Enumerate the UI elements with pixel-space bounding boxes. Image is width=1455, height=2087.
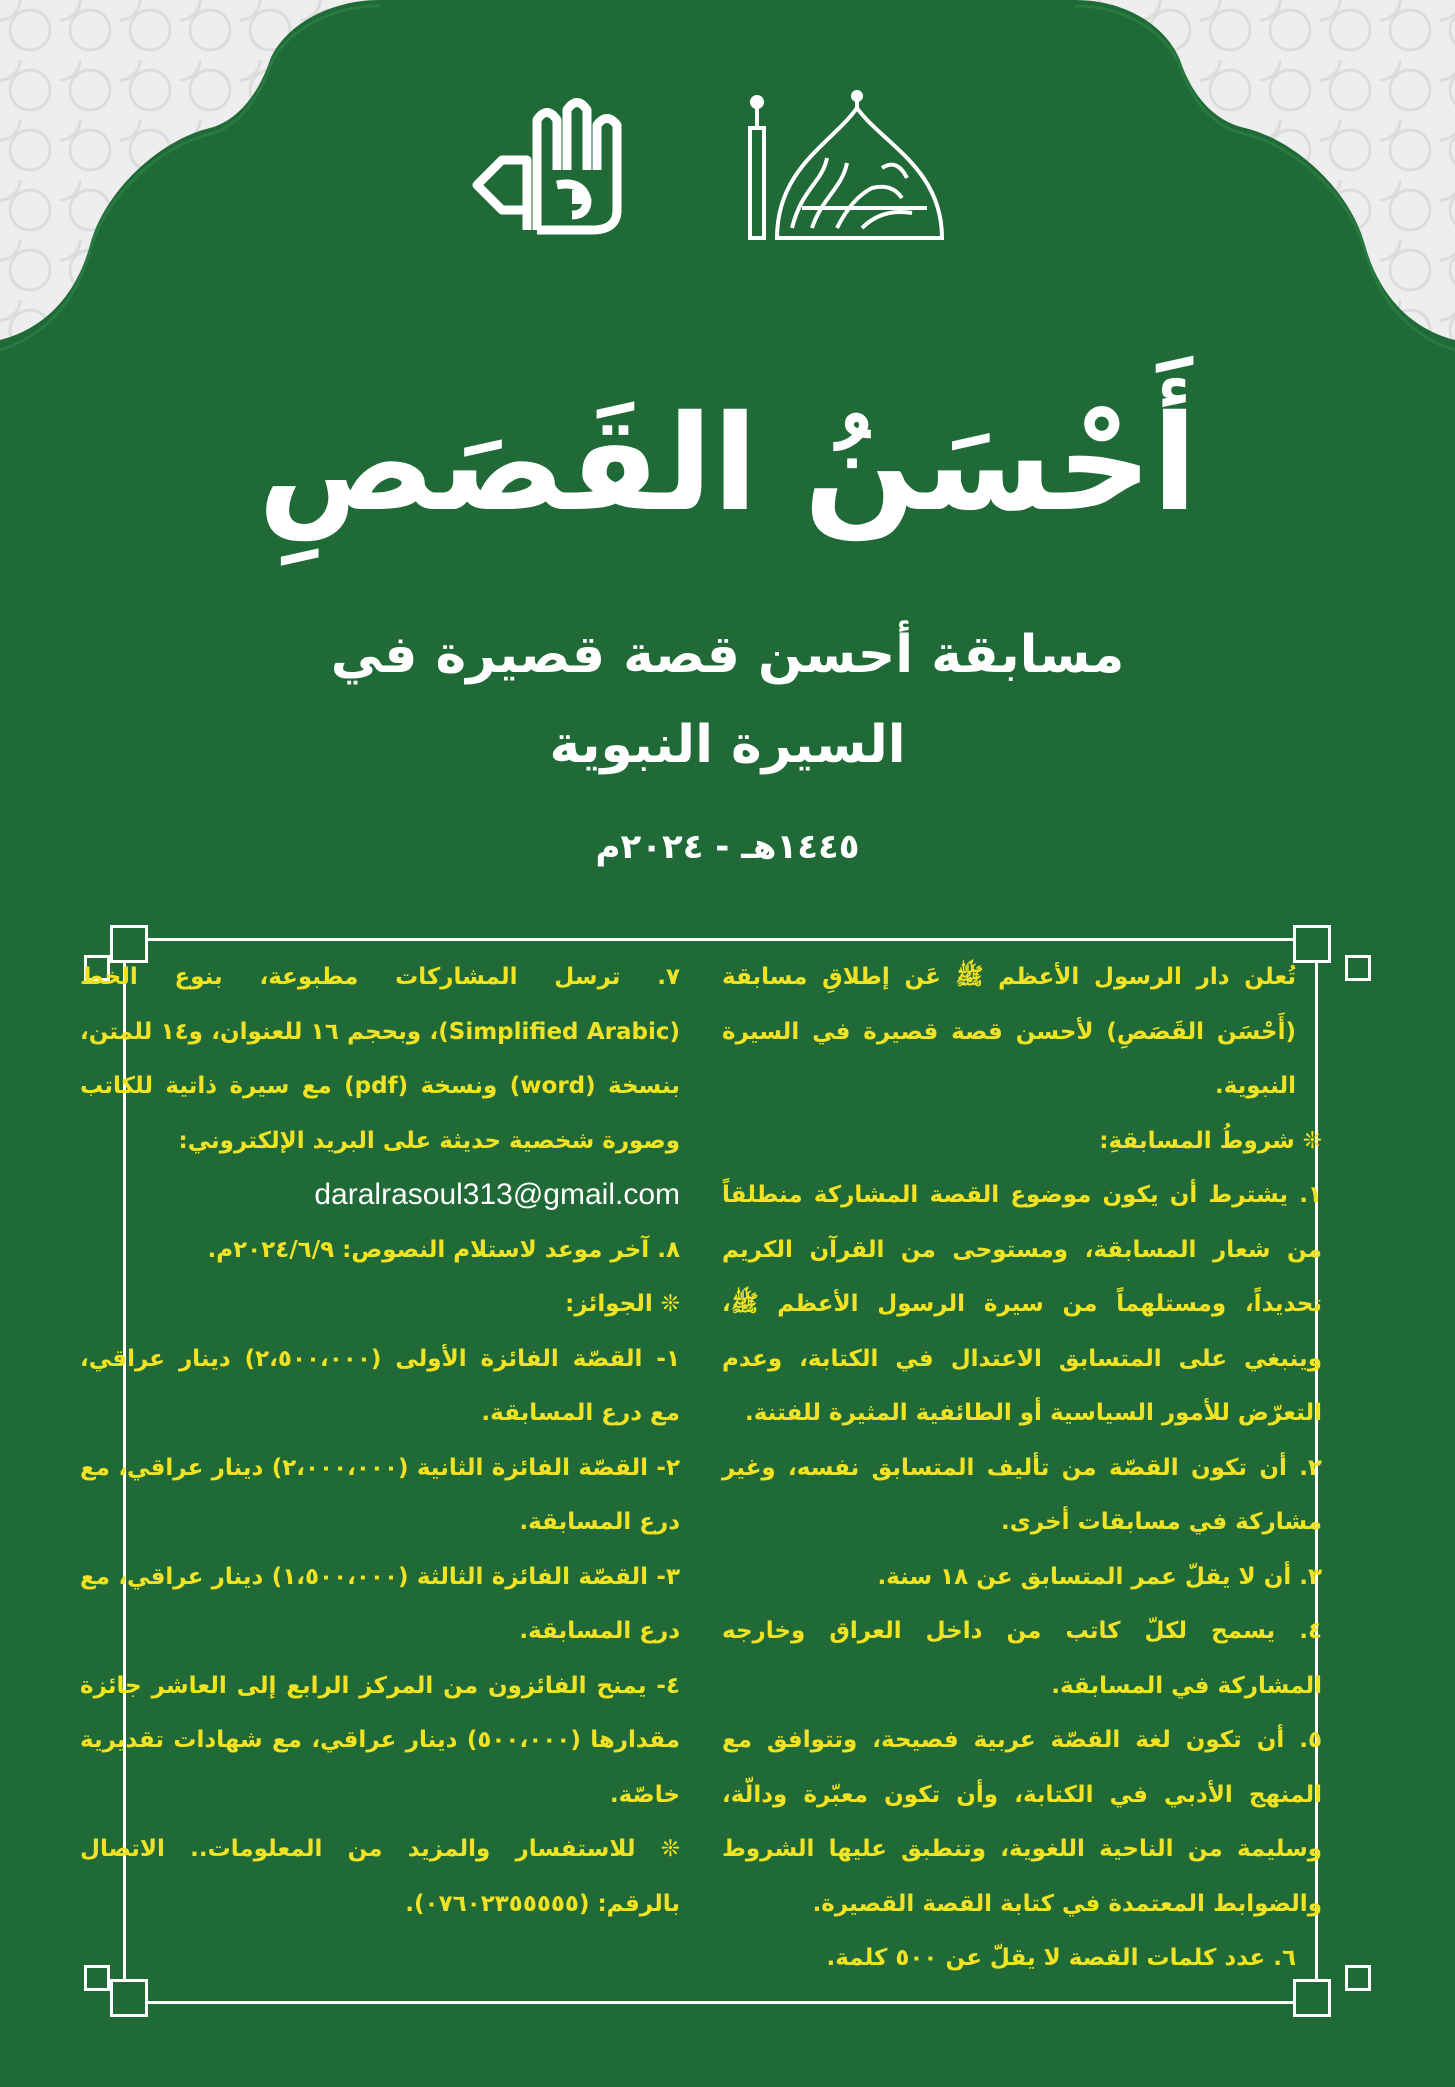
subtitle-line-2: السيرة النبوية (549, 715, 906, 775)
intro-paragraph: تُعلن دار الرسول الأعظم ﷺ عَن إطلاقِ مسابقة (أَحْسَن القَصَصِ) لأحسن قصة قصيرة في السيرة النبوية. (722, 964, 1296, 1099)
condition-6: ٦. عدد كلمات القصة لا يقلّ عن ٥٠٠ كلمة. (826, 1945, 1296, 1971)
condition-3: ٣. أن لا يقلّ عمر المتسابق عن ١٨ سنة. (877, 1563, 1322, 1590)
subtitle-line-1: مسابقة أحسن قصة قصيرة في (330, 625, 1125, 685)
contact-info: ❊ للاستفسار والمزيد من المعلومات.. الاتصال بالرقم: (٠٧٦٠٢٣٥٥٥٥٥). (80, 1836, 680, 1917)
condition-2: ٢. أن تكون القصّة من تأليف المتسابق نفسه، وغير مشاركة في مسابقات أخرى. (722, 1454, 1322, 1535)
hand-emblem-logo (472, 90, 632, 240)
frame-corner-ornament (110, 1979, 148, 2017)
prize-2: ٢- القصّة الفائزة الثانية (٢،٠٠٠،٠٠٠) دينار عراقي، مع درع المسابقة. (80, 1454, 680, 1535)
date-label: ١٤٤٥هـ - ٢٠٢٤م (595, 827, 860, 867)
condition-7: ٧. ترسل المشاركات مطبوعة، بنوع الخط (Simplified Arabic)، وبحجم ١٦ للعنوان، و١٤ للمتن، بنسخة (word) ونسخة (pdf) مع سيرة ذاتية للكاتب وصورة شخصية حديثة على البريد الإلكتروني: (80, 964, 680, 1154)
condition-1: ١. يشترط أن يكون موضوع القصة المشاركة منطلقاً من شعار المسابقة، ومستوحى من القرآن الكريم تحديداً، ومستلهماً من سيرة الرسول الأعظم ﷺ، وينبغي على المتسابق الاعتدال في الكتابة، وعدم التعرّض للأمور السياسية أو الطائفية المثيرة للفتنة. (722, 1182, 1322, 1426)
left-column (80, 950, 680, 1931)
right-column (722, 950, 1322, 1986)
condition-4: ٤. يسمح لكلّ كاتب من داخل العراق وخارجه المشاركة في المسابقة. (722, 1618, 1322, 1699)
dar-alrasoul-dome-logo (732, 88, 952, 248)
prize-1: ١- القصّة الفائزة الأولى (٢،٥٠٠،٠٠٠) دينار عراقي، مع درع المسابقة. (80, 1345, 681, 1426)
page-title: أَحْسَنُ القَصَصِ (257, 387, 1198, 541)
conditions-heading: ❊ شروطُ المسابقةِ: (1099, 1127, 1322, 1154)
email-address: daralrasoul313@gmail.com (314, 1178, 680, 1211)
prize-3: ٣- القصّة الفائزة الثالثة (١،٥٠٠،٠٠٠) دينار عراقي، مع درع المسابقة. (80, 1563, 680, 1644)
prize-4: ٤- يمنح الفائزون من المركز الرابع إلى العاشر جائزة مقدارها (٥٠٠،٠٠٠) دينار عراقي، مع شهادات تقديرية خاصّة. (80, 1672, 681, 1808)
prizes-heading: ❊ الجوائز: (565, 1291, 680, 1317)
frame-corner-ornament (1345, 955, 1371, 981)
condition-8: ٨. آخر موعد لاستلام النصوص: ٢٠٢٤/٦/٩م. (207, 1236, 680, 1263)
frame-corner-ornament (84, 1965, 110, 1991)
frame-corner-ornament (1345, 1965, 1371, 1991)
condition-5: ٥. أن تكون لغة القصّة عربية فصيحة، وتتوافق مع المنهج الأدبي في الكتابة، وأن تكون معبّرة ودالّة، وسليمة من الناحية اللغوية، وتنطبق عليها الشروط والضوابط المعتمدة في كتابة القصة القصيرة. (722, 1727, 1322, 1917)
